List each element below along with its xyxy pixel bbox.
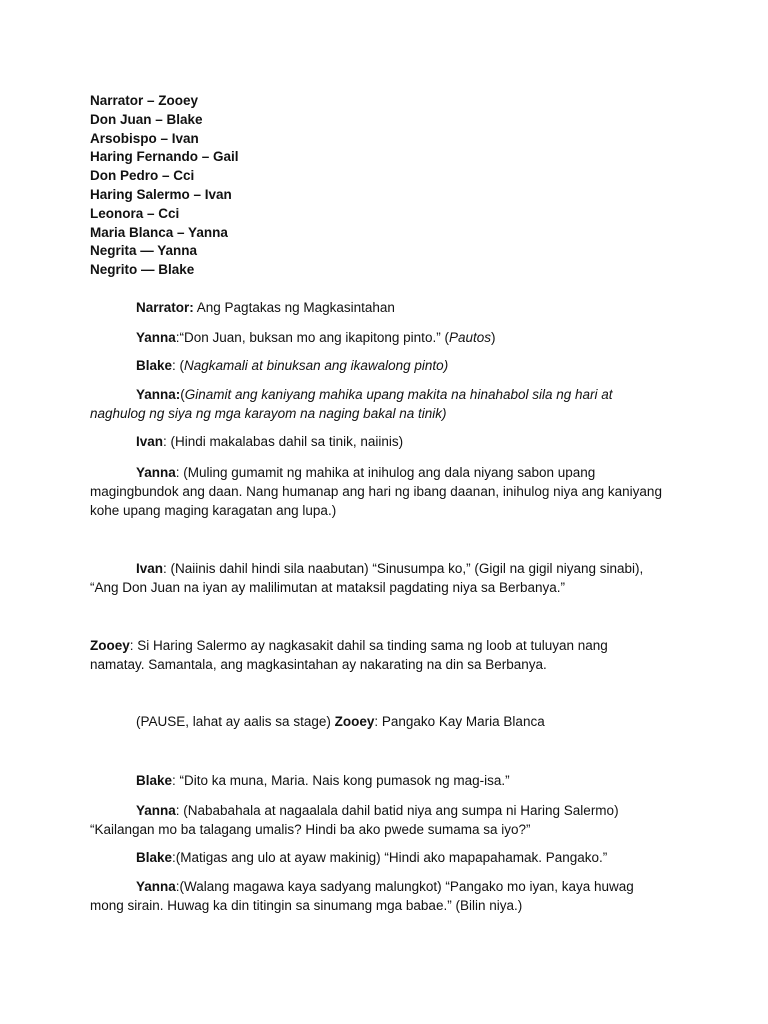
line-text: mong sirain. Huwag ka din titingin sa sinumang mga babae.” (Bilin niya.) — [90, 898, 523, 913]
speaker-name: Yanna — [136, 879, 176, 894]
speaker-name: Zooey — [334, 714, 375, 729]
line-text: ( — [180, 387, 185, 402]
cast-item: Leonora – Cci — [90, 205, 180, 221]
speaker-name: Ivan — [136, 561, 164, 576]
speaker-name: Ivan — [136, 434, 164, 449]
line-text: : “Dito ka muna, Maria. Nais kong pumasok ng mag-isa.” — [172, 773, 510, 788]
script-line — [90, 771, 690, 790]
line-text: Ang Pagtakas ng Magkasintahan — [193, 300, 395, 315]
line-text: “Kailangan mo ba talagang umalis? Hindi ba ako pwede sumama sa iyo?” — [90, 822, 531, 837]
cast-item: Haring Salermo – Ivan — [90, 186, 232, 202]
line-text: :“Don Juan, buksan mo ang ikapitong pinto.” ( — [175, 330, 449, 345]
line-text: :(Walang magawa kaya sadyang malungkot) “Pangako mo iyan, kaya huwag — [175, 879, 634, 894]
script-line — [90, 356, 690, 375]
cast-item: Arsobispo – Ivan — [90, 130, 199, 146]
speaker-name: Yanna — [136, 465, 176, 480]
line-text: : (Nababahala at nagaalala dahil batid niya ang sumpa ni Haring Salermo) — [175, 803, 619, 818]
cast-item: Negrita — Yanna — [90, 243, 198, 259]
speaker-name: Blake — [136, 358, 173, 373]
cast-item: Don Pedro – Cci — [90, 168, 195, 184]
cast-item: Don Juan – Blake — [90, 111, 203, 127]
cast-list — [90, 92, 690, 280]
stage-direction: Ginamit ang kaniyang mahika upang makita na hinahabol sila ng hari at — [184, 387, 613, 402]
cast-item: Maria Blanca – Yanna — [90, 224, 228, 240]
speaker-name: Blake — [136, 850, 173, 865]
speaker-name: Yanna: — [136, 387, 181, 402]
line-text: : ( — [172, 358, 185, 373]
script-line — [90, 801, 690, 839]
line-text: namatay. Samantala, ang magkasintahan ay nakarating na din sa Berbanya. — [90, 657, 547, 672]
line-text: :(Matigas ang ulo at ayaw makinig) “Hindi ako mapapahamak. Pangako.” — [172, 850, 608, 865]
line-text: magingbundok ang daan. Nang humanap ang hari ng ibang daanan, inihulog niya ang kaniyang — [90, 484, 662, 499]
stage-direction: naghulog ng siya ng mga karayom na naging bakal na tinik) — [90, 406, 447, 421]
line-text: : (Hindi makalabas dahil sa tinik, naiinis) — [163, 434, 404, 449]
script-line — [90, 877, 690, 915]
speaker-name: Yanna — [136, 330, 176, 345]
script-line — [90, 463, 690, 520]
line-text: : (Muling gumamit ng mahika at inihulog ang dala niyang sabon upang — [175, 465, 596, 480]
speaker-name: Blake — [136, 773, 173, 788]
cast-item: Negrito — Blake — [90, 262, 195, 278]
speaker-name: Zooey — [90, 638, 130, 653]
cast-item: Haring Fernando – Gail — [90, 149, 239, 165]
script-line — [90, 328, 690, 347]
line-text: : (Naiinis dahil hindi sila naabutan) “Sinusumpa ko,” (Gigil na gigil niyang sinabi), — [163, 561, 644, 576]
line-text: kohe upang maging karagatan ang lupa.) — [90, 503, 337, 518]
stage-note: (PAUSE, lahat ay aalis sa stage) — [136, 714, 335, 729]
cast-item: Narrator – Zooey — [90, 93, 199, 108]
script-line — [90, 298, 690, 317]
script-line — [90, 559, 690, 597]
stage-direction: Nagkamali at binuksan ang ikawalong pinto) — [184, 358, 449, 373]
script-line — [90, 848, 690, 867]
line-text: “Ang Don Juan na iyan ay malilimutan at mataksil pagdating niya sa Berbanya.” — [90, 580, 566, 595]
speaker-name: Narrator: — [136, 300, 194, 315]
script-line — [90, 712, 690, 731]
line-text: : Si Haring Salermo ay nagkasakit dahil sa tinding sama ng loob at tuluyan nang — [129, 638, 608, 653]
script-line — [90, 432, 690, 451]
script-line — [90, 636, 690, 674]
script-line — [90, 385, 690, 423]
speaker-name: Yanna — [136, 803, 176, 818]
stage-direction: Pautos — [448, 330, 491, 345]
line-text: : Pangako Kay Maria Blanca — [374, 714, 545, 729]
line-text: ) — [490, 330, 496, 345]
